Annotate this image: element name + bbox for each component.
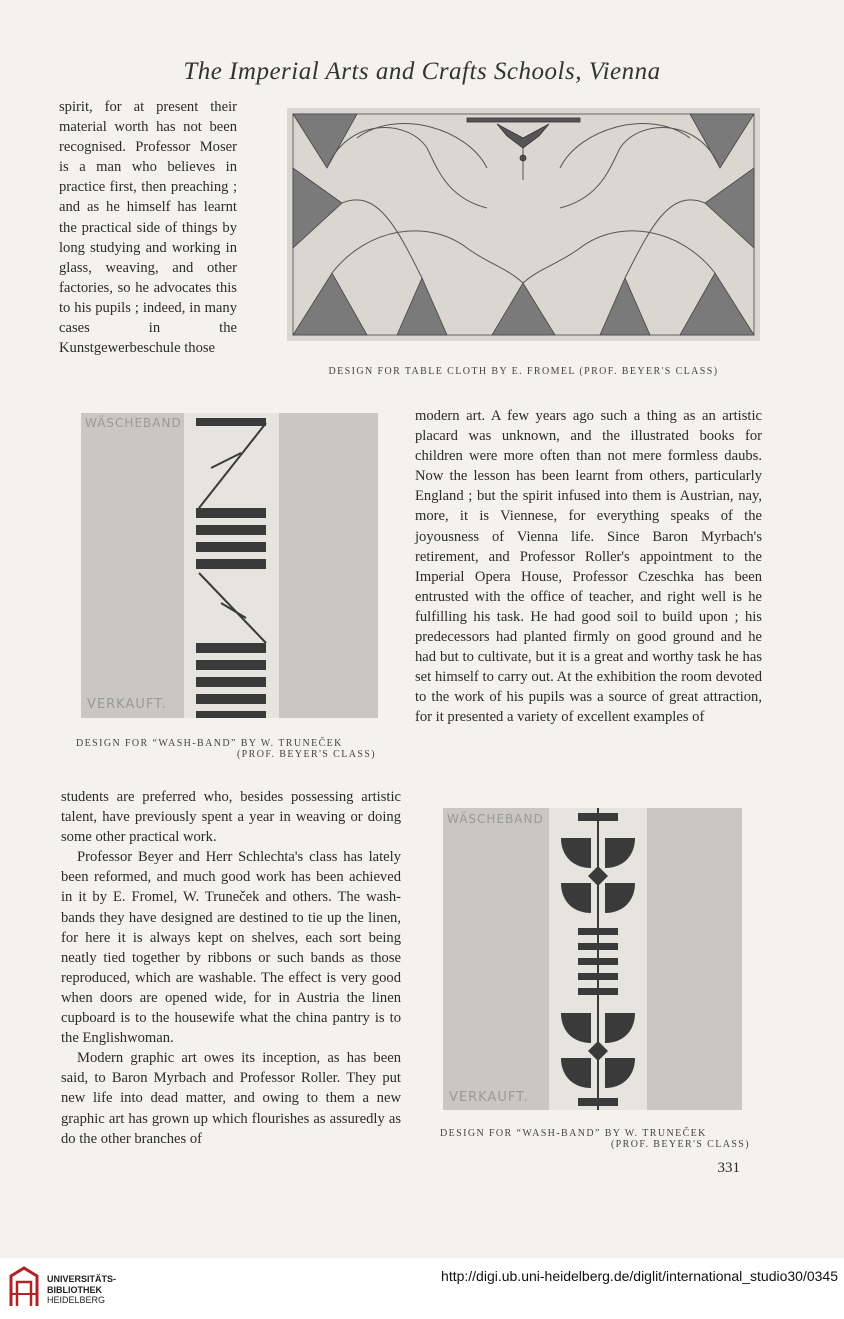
washband-label-bottom: VERKAUFT. — [87, 697, 167, 712]
tablecloth-pattern — [287, 108, 760, 341]
page-title: The Imperial Arts and Crafts Schools, Vienna — [183, 58, 661, 85]
paragraph: Professor Beyer and Herr Schlechta's class has lately been reformed, and much good work has been achieved in it by E. Fromel, W. Truneček and others. The wash-bands they have designed are destined to tie up the linen, for here it is always kept on shelves, each sort being neatly tied together by ribbons or such bands as those reproduced, which are washable. The effect is very good when doors are opened wide, for in Austria the linen cupboard is to the housewife what the china pantry is to the Englishwoman. — [61, 849, 401, 1047]
paragraph: students are preferred who, besides possessing artistic talent, have previously spent a year in weaving or doing some other practical work. — [61, 789, 401, 846]
washband-label-top: WÄSCHEBAND — [447, 812, 544, 826]
washband-label-bottom: VERKAUFT. — [449, 1090, 529, 1105]
tablecloth-caption: DESIGN FOR TABLE CLOTH BY E. FROMEL (PROF. BEYER'S CLASS) — [328, 366, 719, 377]
paragraph: spirit, for at present their material worth has not been recognised. Professor Moser is a man who believes in practice first, then preaching ; and as he himself has learnt the practical side of things by long studying and working in glass, weaving, and other factories, so he advocates this to his pupils ; indeed, in many cases in the Kunstgewerbeschule those — [59, 99, 237, 357]
footer-bar — [0, 1258, 844, 1319]
washband-pattern-1 — [81, 413, 378, 718]
library-logo-icon — [7, 1266, 41, 1310]
caption-line: (PROF. BEYER'S CLASS) — [610, 1139, 750, 1150]
washband-label-top: WÄSCHEBAND — [85, 416, 182, 430]
caption-line: DESIGN FOR “WASH-BAND” BY W. TRUNEČEK — [440, 1128, 707, 1139]
library-name — [47, 1274, 116, 1306]
text-column-right — [415, 406, 762, 728]
text-column-left-top — [59, 97, 237, 358]
source-url-link[interactable]: http://digi.ub.uni-heidelberg.de/diglit/international_studio30/0345 — [441, 1268, 838, 1284]
caption-line: (PROF. BEYER'S CLASS) — [236, 749, 376, 760]
tablecloth-design-image — [287, 108, 760, 341]
washband-pattern-2 — [443, 808, 742, 1110]
library-line: BIBLIOTHEK — [47, 1284, 102, 1295]
washband-caption-2 — [440, 1128, 750, 1150]
library-line: HEIDELBERG — [47, 1295, 106, 1305]
paragraph: modern art. A few years ago such a thing as an artistic placard was unknown, and the illustrated books for children were more often than not mere formless daubs. Now the lesson has been learnt from others, particularly England ; but the spirit infused into them is Austrian, nay, more, it is Viennese, for everything speaks of the joyousness of Vienna life. Since Baron Myrbach's retirement, and Professor Roller's appointment to the Imperial Opera House, Professor Czeschka has been entrusted with the office of teacher, and right well is he fulfilling his task. He had good soil to build upon ; his predecessors had planted firmly on good ground and he had but to cultivate, but it is a great and worthy task he has set himself to carry out. At the exhibition the room devoted to the work of his pupils was a source of great attraction, for it presented a variety of excellent examples of — [415, 408, 762, 726]
page-number: 331 — [717, 1160, 740, 1176]
washband-caption-1 — [76, 738, 376, 760]
washband-design-image-2 — [443, 808, 742, 1110]
paragraph: Modern graphic art owes its inception, as has been said, to Baron Myrbach and Professor Roller. They put new life into dead matter, and owing to them a new graphic art has grown up which flourishes as assuredly as do the other branches of — [61, 1050, 401, 1147]
text-column-left-bottom — [61, 787, 401, 1149]
washband-design-image-1 — [81, 413, 378, 718]
library-line: UNIVERSITÄTS- — [47, 1274, 117, 1284]
caption-line: DESIGN FOR “WASH-BAND” BY W. TRUNEČEK — [76, 738, 343, 749]
